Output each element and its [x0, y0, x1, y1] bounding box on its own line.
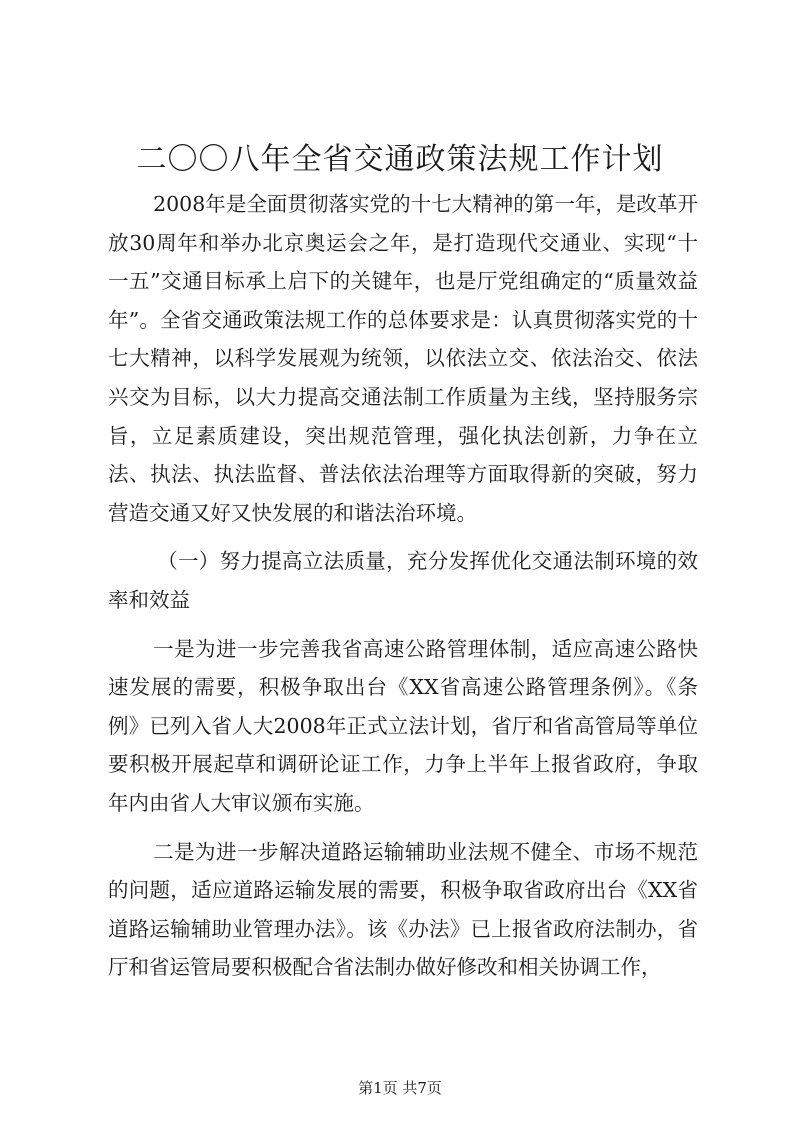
document-body — [108, 185, 698, 997]
document-title: 二〇〇八年全省交通政策法规工作计划 — [136, 142, 664, 177]
body-paragraph-1: 一是为进一步完善我省高速公路管理体制，适应高速公路快速发展的需要，积极争取出台《XX省高速公路管理条例》。《条例》已列入省人大2008年正式立法计划，省厅和省高管局等单位要积极开展起草和调研论证工作，力争上半年上报省政府，争取年内由省人大审议颁布实施。 — [108, 636, 698, 815]
page-footer: 第1页 共7页 — [358, 1079, 442, 1097]
section-heading-1: （一）努力提高立法质量，充分发挥优化交通法制环境的效率和效益 — [108, 549, 698, 612]
body-paragraph-2: 二是为进一步解决道路运输辅助业法规不健全、市场不规范的问题，适应道路运输发展的需要，积极争取省政府出台《XX省道路运输辅助业管理办法》。该《办法》已上报省政府法制办，省厅和省运管局要积极配合省法制办做好修改和相关协调工作， — [108, 839, 698, 980]
intro-paragraph: 2008年是全面贯彻落实党的十七大精神的第一年，是改革开放30周年和举办北京奥运会之年，是打造现代交通业、实现“十一五”交通目标承上启下的关键年，也是厅党组确定的“质量效益年”。全省交通政策法规工作的总体要求是：认真贯彻落实党的十七大精神，以科学发展观为统领，以依法立交、依法治交、依法兴交为目标，以大力提高交通法制工作质量为主线，坚持服务宗旨，立足素质建设，突出规范管理，强化执法创新，力争在立法、执法、执法监督、普法依法治理等方面取得新的突破，努力营造交通又好又快发展的和谐法治环境。 — [108, 192, 698, 525]
